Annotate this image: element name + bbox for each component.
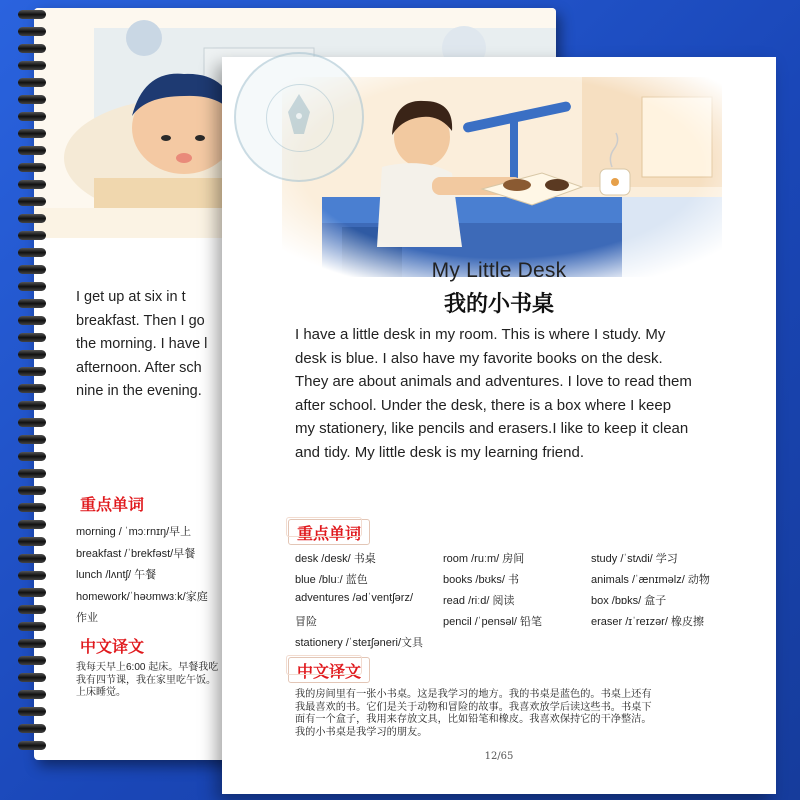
vocab-heading [288,519,370,545]
vocab-item: box /bɒks/ 盒子 [591,595,667,607]
paragraph-line: They are about animals and adventures. I love to read them [295,373,692,390]
spiral-ring [18,10,46,19]
spiral-ring [18,503,46,512]
spiral-ring [18,588,46,597]
spiral-ring [18,350,46,359]
spiral-ring [18,741,46,750]
vocab-item: eraser /ɪˈreɪzər/ 橡皮擦 [591,616,704,628]
paragraph-line: my stationery, like pencils and erasers.I like to keep it clean [295,420,689,437]
translation-line: 面有一个盒子，我用来存放文具，比如铅笔和橡皮。我喜欢保持它的干净整洁。 [295,714,652,725]
back-vocab-item: morning / ˈmɔːrnɪŋ/早上 [76,526,192,538]
back-paragraph-line: nine in the evening. [76,383,202,399]
spiral-ring [18,214,46,223]
spiral-ring [18,333,46,342]
spiral-ring [18,571,46,580]
vocab-item: adventures /ədˈventʃərz/ [295,592,414,604]
spiral-ring [18,384,46,393]
spiral-ring [18,639,46,648]
vocab-item: study /ˈstʌdi/ 学习 [591,553,678,565]
spiral-ring [18,554,46,563]
page-number: 12/65 [484,751,514,762]
back-vocab-heading: 重点单词 [80,497,145,514]
spiral-ring [18,435,46,444]
spiral-ring [18,418,46,427]
spiral-ring [18,44,46,53]
back-vocab-list [76,522,208,630]
back-paragraph-line: I get up at six in t [76,289,186,305]
back-paragraph-line: the morning. I have l [76,336,208,352]
pen-nib-icon [236,54,362,180]
spiral-ring [18,469,46,478]
spiral-binding [18,10,48,760]
spiral-ring [18,180,46,189]
translation-line: 我最喜欢的书。它们是关于动物和冒险的故事。我喜欢放学后读这些书。书桌下 [295,701,652,713]
spiral-ring [18,27,46,36]
vocab-item: pencil /ˈpensəl/ 铅笔 [443,616,543,628]
spiral-ring [18,282,46,291]
translation-heading [288,657,370,683]
spiral-ring [18,129,46,138]
paragraph-line: after school. Under the desk, there is a box where I keep [295,396,672,414]
spiral-ring [18,197,46,206]
back-vocab-item: breakfast /ˈbrekfəst/早餐 [76,547,196,560]
spiral-ring [18,146,46,155]
vocab-item: blue /bluː/ 蓝色 [295,574,368,586]
translation-line: 我的小书桌是我学习的朋友。 [295,726,428,738]
spiral-ring [18,673,46,682]
spiral-ring [18,316,46,325]
back-translation-line: 我每天早上6:00 起床。早餐我吃 [76,662,219,673]
watermark-seal [234,52,364,182]
vocab-item: 冒险 [295,616,317,628]
vocab-item: stationery /ˈsteɪʃəneri/文具 [295,637,424,649]
spiral-ring [18,690,46,699]
vocab-item: read /riːd/ 阅读 [443,595,515,607]
back-vocab-item: homework/ˈhəʊmwɜːk/家庭 [76,590,208,603]
spiral-ring [18,248,46,257]
spiral-ring [18,265,46,274]
page-title-chinese: 我的小书桌 [443,291,554,316]
spiral-ring [18,163,46,172]
spiral-ring [18,299,46,308]
vocab-item: room /ruːm/ 房间 [443,553,525,565]
back-translation-heading: 中文译文 [80,639,145,656]
page-title-english: My Little Desk [431,259,567,282]
spiral-ring [18,656,46,665]
spiral-ring [18,452,46,461]
spiral-ring [18,95,46,104]
vocab-item: desk /desk/ 书桌 [295,553,376,565]
paragraph-line: and tidy. My little desk is my learning friend. [295,443,585,461]
paragraph-line: I have a little desk in my room. This is where I study. My [295,326,666,343]
spiral-ring [18,61,46,70]
spiral-ring [18,112,46,121]
spiral-ring [18,231,46,240]
vocab-item: animals /ˈænɪməlz/ 动物 [591,574,710,586]
spiral-ring [18,537,46,546]
back-vocab-item: 作业 [76,612,98,624]
spiral-ring [18,622,46,631]
translation-heading-label: 中文译文 [297,663,362,681]
back-translation-line: 上床睡觉。 [76,687,126,698]
back-paragraph-line: afternoon. After sch [76,359,202,376]
story-paragraph [295,323,733,464]
vocab-heading-label: 重点单词 [297,525,362,543]
translation-line: 我的房间里有一张小书桌。这是我学习的地方。我的书桌是蓝色的。书桌上还有 [295,689,652,700]
paragraph-line: desk is blue. I also have my favorite books on the desk. [295,349,663,367]
back-vocab-item: lunch /lʌntʃ/ 午餐 [76,569,157,581]
spiral-ring [18,707,46,716]
back-translation-line: 我有四节课，我在家里吃午饭。 [76,674,216,686]
back-paragraph-line: breakfast. Then I go [76,312,205,329]
spiral-ring [18,605,46,614]
spiral-ring [18,724,46,733]
spiral-ring [18,520,46,529]
spiral-ring [18,401,46,410]
vocab-item: books /bʊks/ 书 [443,574,519,586]
spiral-ring [18,486,46,495]
chinese-translation [295,689,652,739]
spiral-ring [18,367,46,376]
back-translation [76,662,218,700]
spiral-ring [18,78,46,87]
